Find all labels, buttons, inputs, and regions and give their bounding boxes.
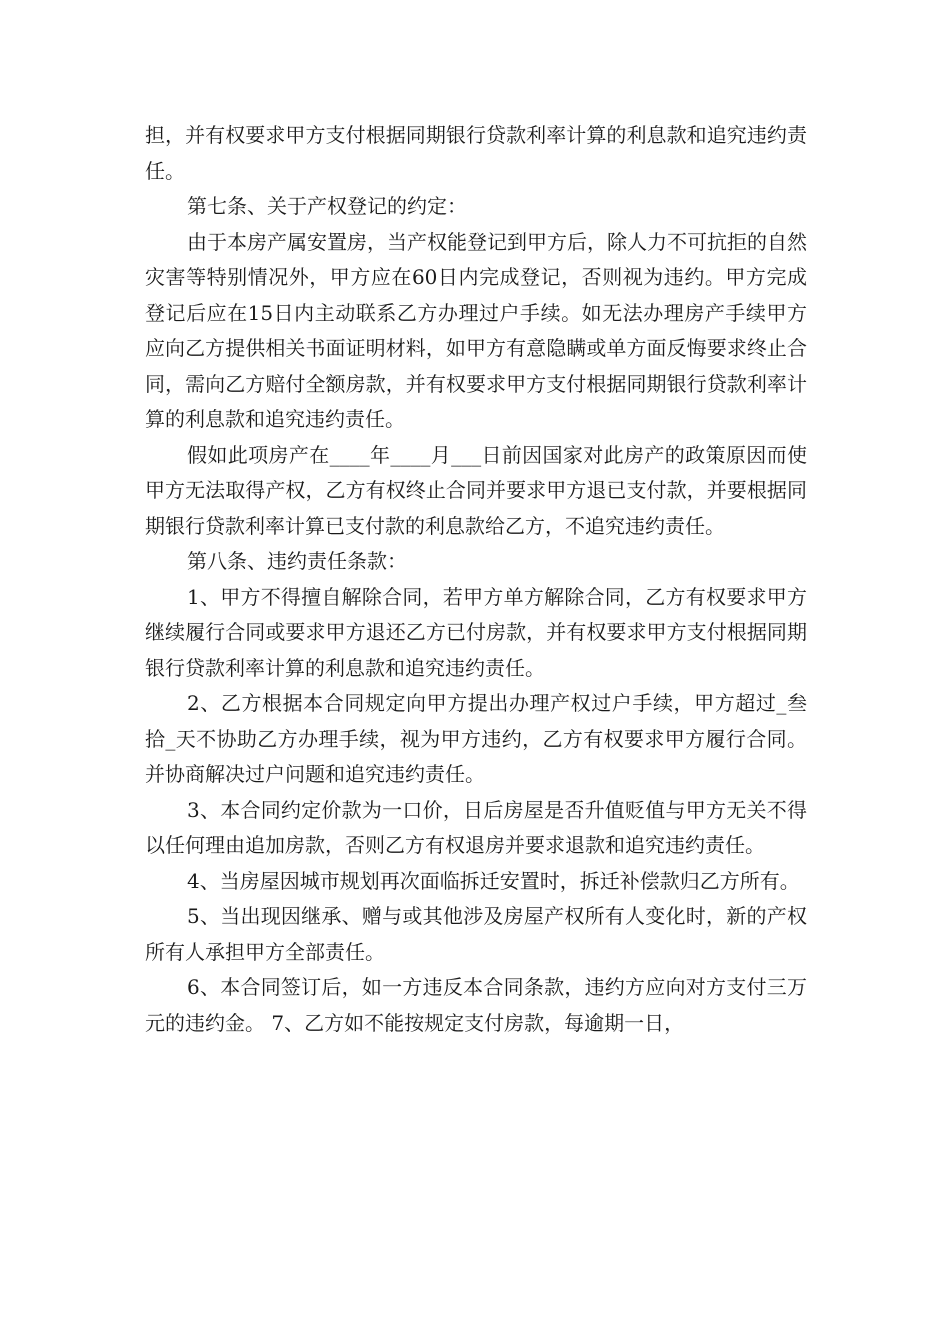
- paragraph-continuation: 担，并有权要求甲方支付根据同期银行贷款利率计算的利息款和追究违约责任。: [145, 123, 807, 183]
- article-7-heading: 第七条、关于产权登记的约定：: [187, 194, 467, 218]
- breach-clause-4: 4、当房屋因城市规划再次面临拆迁安置时，拆迁补偿款归乙方所有。: [187, 868, 800, 893]
- breach-clause-2: 2、乙方根据本合同规定向甲方提出办理产权过户手续，甲方超过_叁拾_天不协助乙方办理手续，视为甲方违约，乙方有权要求甲方履行合同。并协商解决过户问题和追究违约责任。: [145, 691, 807, 786]
- article-7-policy-clause: 假如此项房产在____年____月___日前因国家对此房产的政策原因而使甲方无法取得产权，乙方有权终止合同并要求甲方退已支付款，并要根据同期银行贷款利率计算已支付款的利息款给乙方，不追究违约责任。: [145, 442, 807, 538]
- article-8-heading: 第八条、违约责任条款：: [187, 549, 407, 573]
- article-7-registration-terms: 由于本房产属安置房，当产权能登记到甲方后，除人力不可抗拒的自然灾害等特别情况外，甲方应在60日内完成登记，否则视为违约。甲方完成登记后应在15日内主动联系乙方办理过户手续。如无法办理房产手续甲方应向乙方提供相关书面证明材料，如甲方有意隐瞒或单方面反悔要求终止合同，需向乙方赔付全额房款，并有权要求甲方支付根据同期银行贷款利率计算的利息款和追究违约责任。: [145, 229, 807, 431]
- breach-clause-6-7: 6、本合同签订后，如一方违反本合同条款，违约方应向对方支付三万元的违约金。 7、乙方如不能按规定支付房款，每逾期一日，: [145, 975, 807, 1035]
- breach-clause-1: 1、甲方不得擅自解除合同，若甲方单方解除合同，乙方有权要求甲方继续履行合同或要求甲方退还乙方已付房款，并有权要求甲方支付根据同期银行贷款利率计算的利息款和追究违约责任。: [145, 584, 807, 680]
- breach-clause-3: 3、本合同约定价款为一口价，日后房屋是否升值贬值与甲方无关不得以任何理由追加房款，否则乙方有权退房并要求退款和追究违约责任。: [145, 797, 807, 857]
- document-page: [145, 118, 807, 1041]
- breach-clause-5: 5、当出现因继承、赠与或其他涉及房屋产权所有人变化时，新的产权所有人承担甲方全部责任。: [145, 904, 807, 964]
